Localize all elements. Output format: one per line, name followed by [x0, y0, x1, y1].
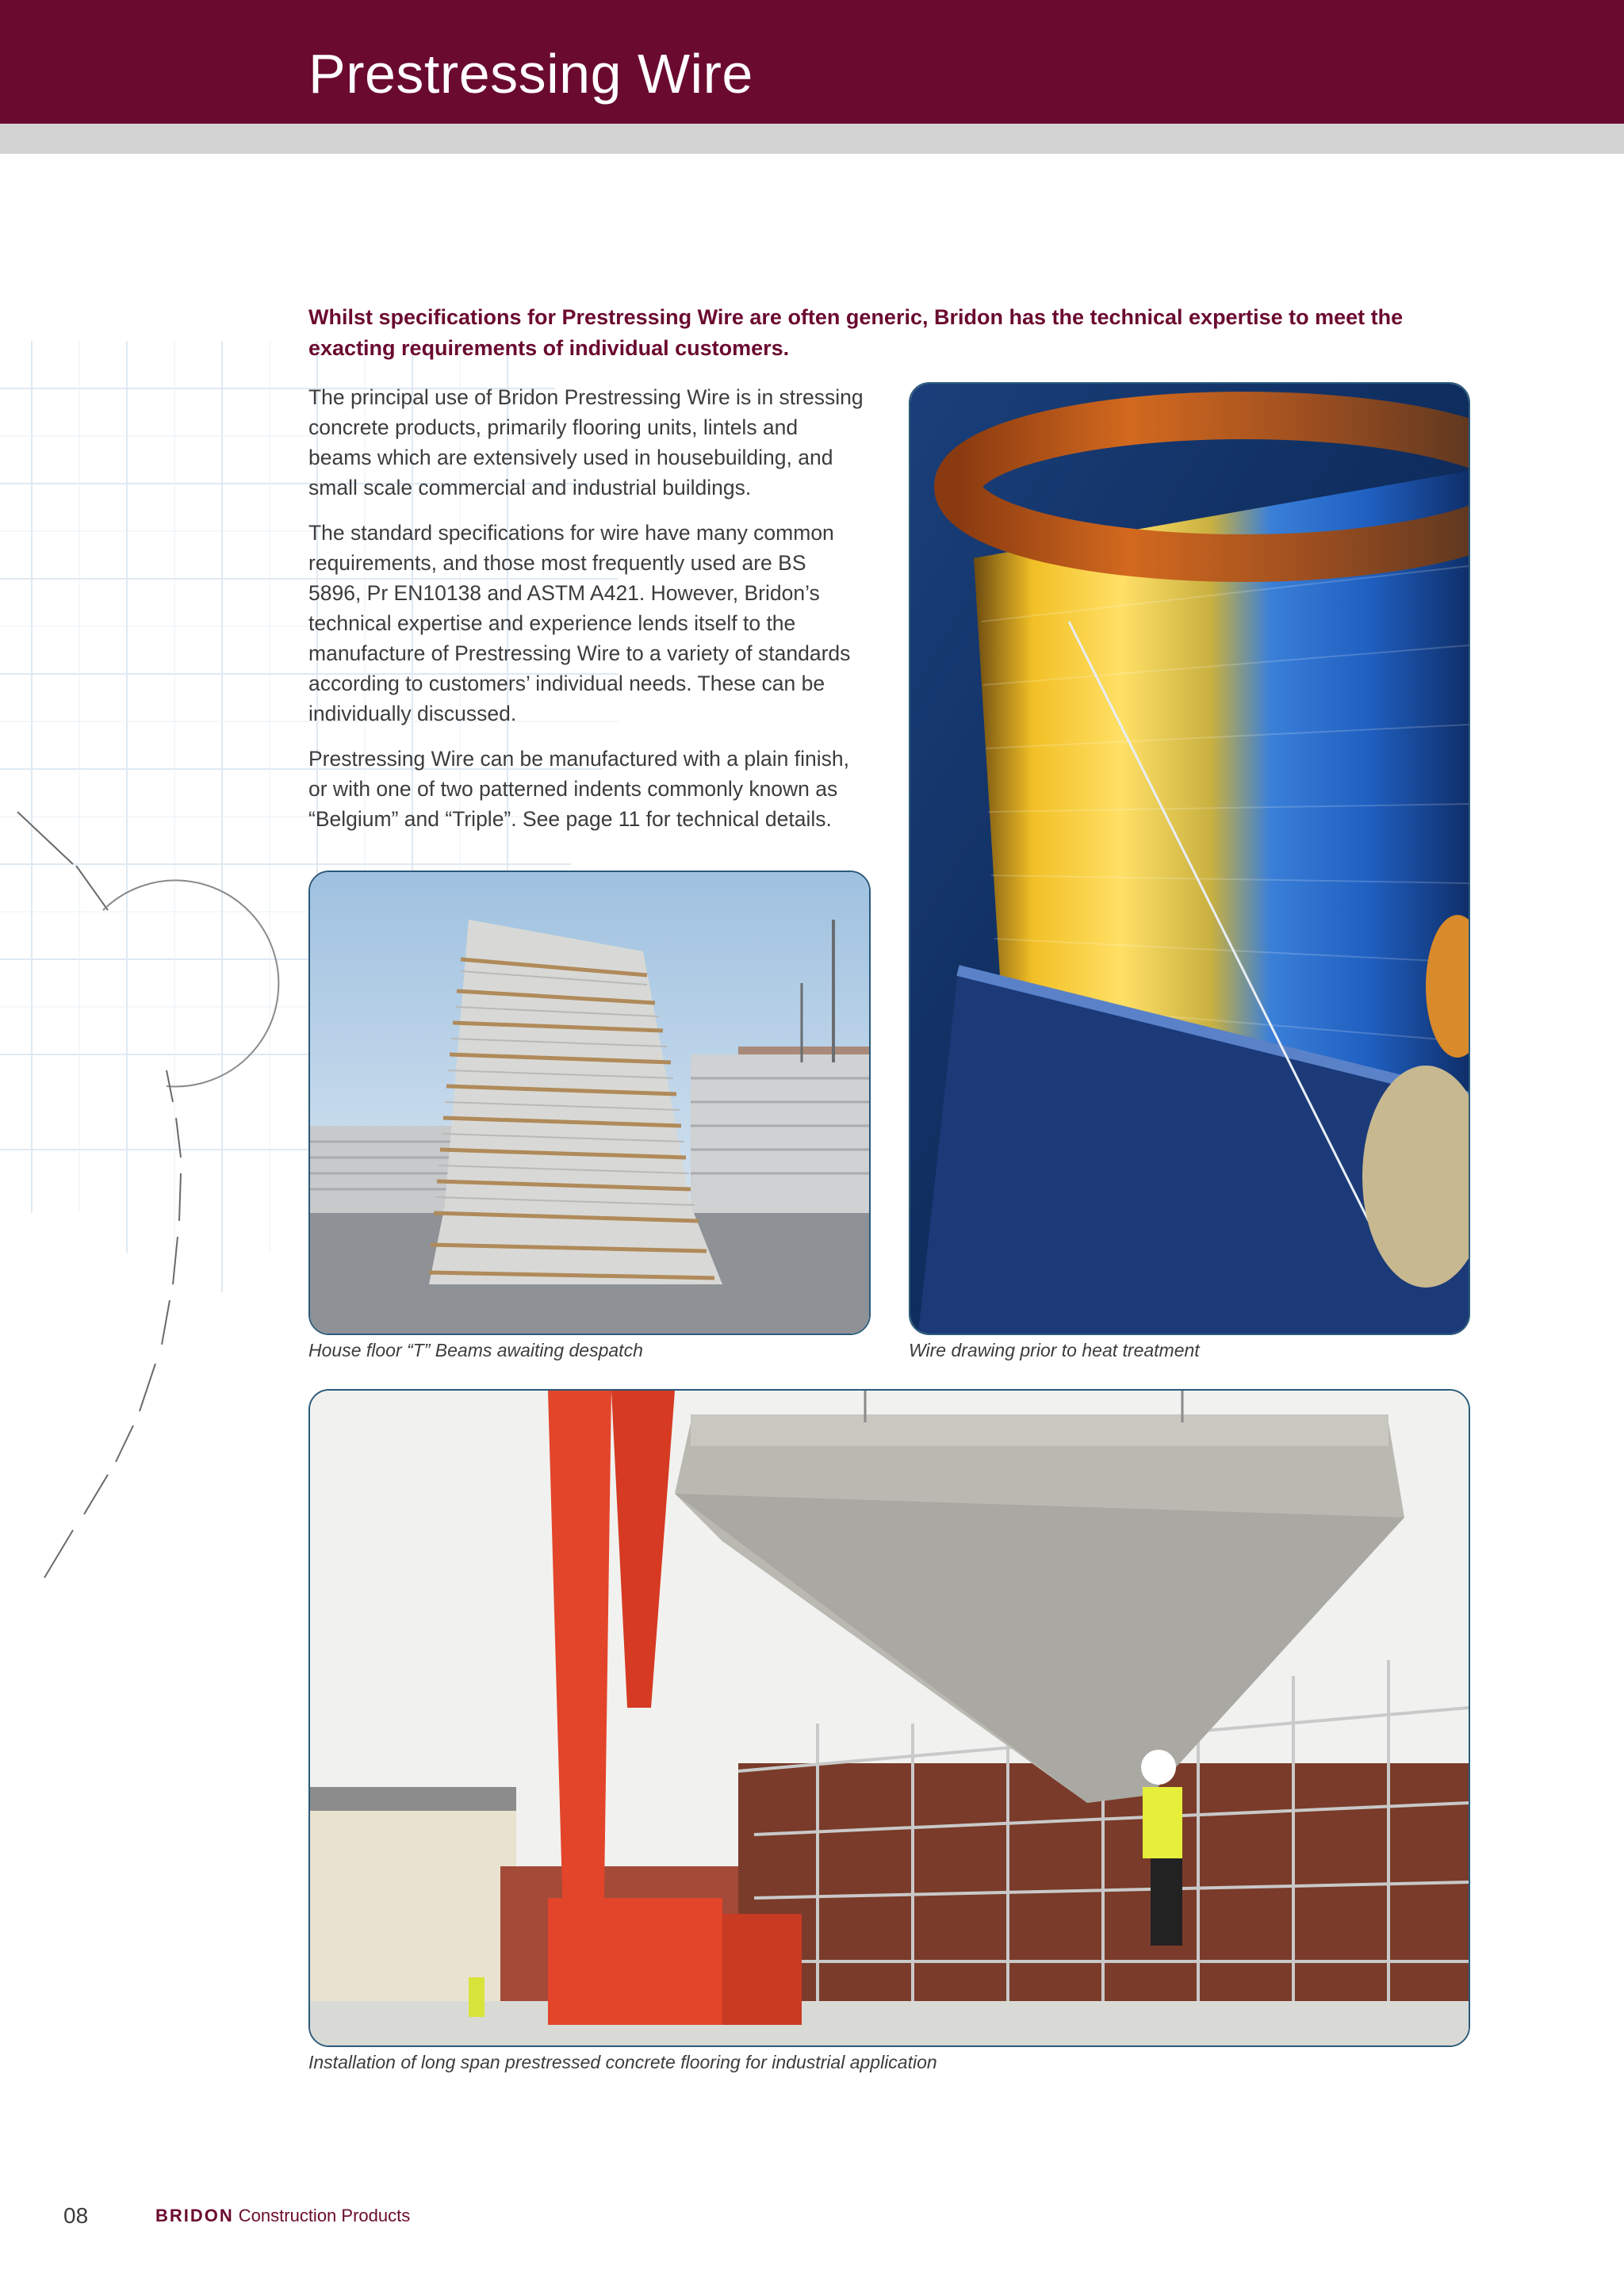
beams-caption: House floor “T” Beams awaiting despatch [308, 1340, 643, 1360]
wire-caption: Wire drawing prior to heat treatment [909, 1340, 1200, 1360]
body-text [308, 382, 864, 849]
header-grey-band [0, 124, 1624, 154]
page-number: 08 [63, 2203, 89, 2228]
header-band [0, 0, 1624, 124]
body-paragraph-3: Prestressing Wire can be manufactured with a plain finish, or with one of two patterned indents commonly known as “Belgium” and “Triple”. See page 11 for technical details. [308, 747, 849, 831]
body-paragraph-2: The standard specifications for wire have many common requirements, and those most frequently used are BS 5896, Pr EN10138 and ASTM A421. However, Bridon’s technical expertise and experience lends itself to the manufacture of Prestressing Wire to a variety of standards according to customers’ individual needs. These can be individually discussed. [308, 521, 851, 725]
t-beams-photo [308, 871, 871, 1335]
installation-caption: Installation of long span prestressed concrete flooring for industrial application [308, 2052, 937, 2072]
page-title: Prestressing Wire [308, 43, 753, 105]
installation-photo [308, 1389, 1470, 2047]
brand-logo-text: BRIDON [155, 2206, 234, 2225]
wire-drawing-photo [909, 382, 1470, 1335]
footer-brand [155, 2206, 410, 2226]
intro-text: Whilst specifications for Prestressing Wire are often generic, Bridon has the technical expertise to meet the exacting requirements of individual customers. [308, 305, 1404, 360]
technical-drawing-decoration [0, 777, 285, 1601]
body-paragraph-1: The principal use of Bridon Prestressing Wire is in stressing concrete products, primarily flooring units, lintels and beams which are extensively used in housebuilding, and small scale commercial and industrial buildings. [308, 385, 864, 499]
brand-division: Construction Products [238, 2206, 411, 2225]
